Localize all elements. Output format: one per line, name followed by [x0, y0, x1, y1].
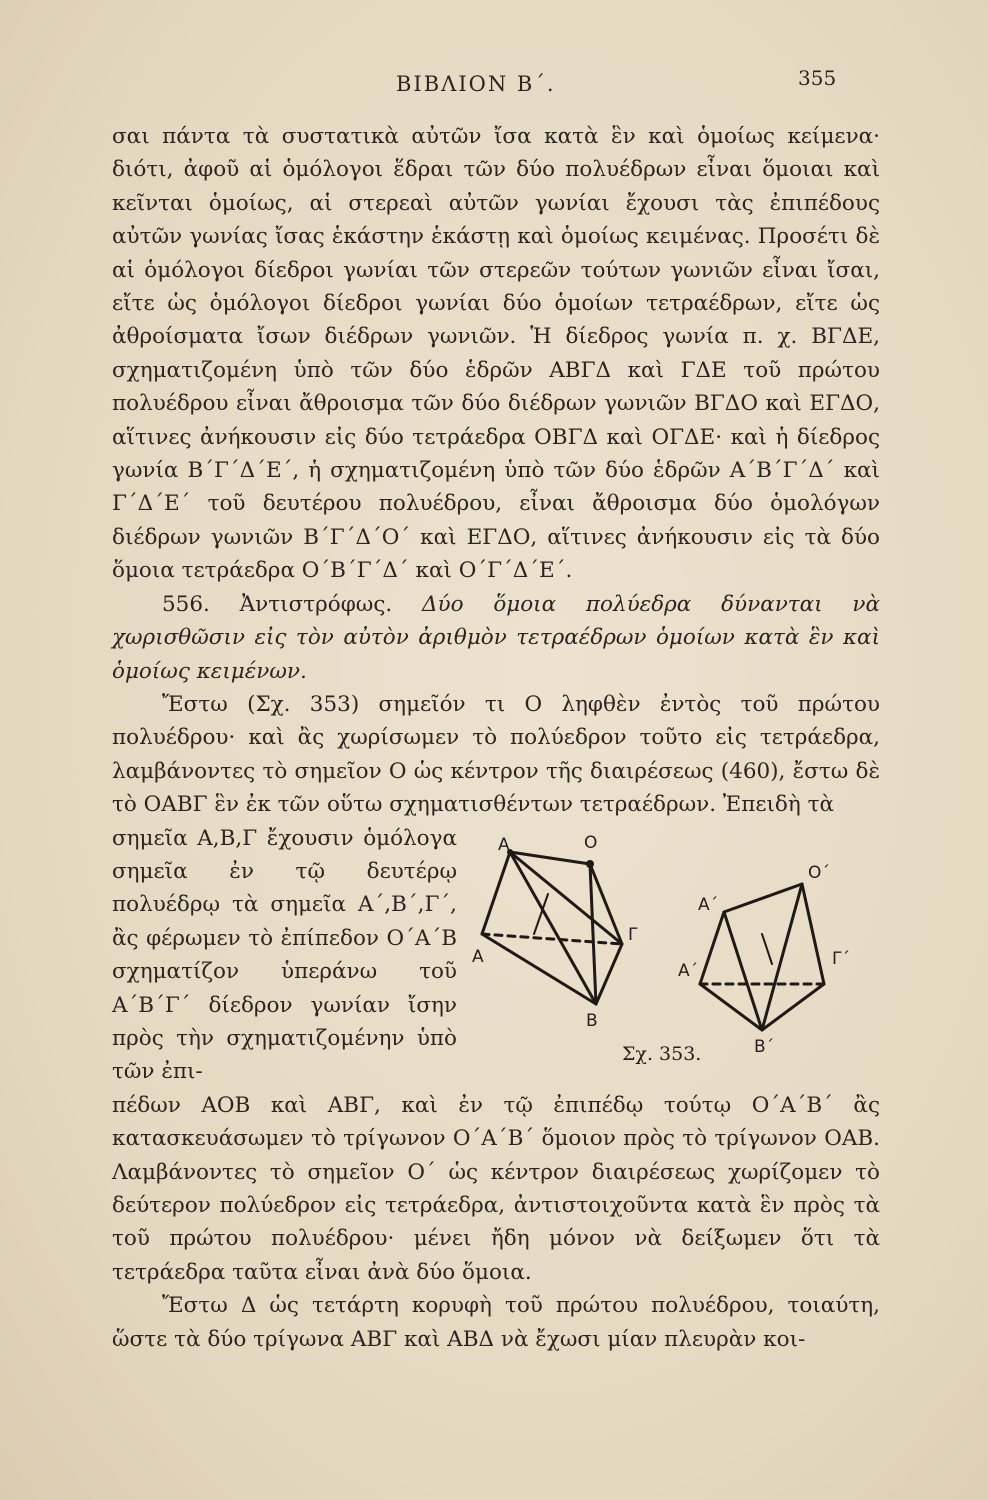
tetrahedra-figure	[472, 834, 872, 1064]
paragraph-proof: σαι πάντα τὰ συστατικὰ αὐτῶν ἴσα κατὰ ἓν καὶ ὁμοίως κείμενα· διότι, ἀφοῦ αἱ ὁμόλογοι ἕδραι τῶν δύο πολυέδρων εἶναι ὅμοιαι καὶ κεῖνται ὁμοίως, αἱ στερεαὶ αὐτῶν γωνίαι ἔχουσι τὰς ἐπιπέδους αὐτῶν γωνίας ἴσας ἑκάστην ἑκάστῃ καὶ ὁμοίως κειμένας. Προσέτι δὲ αἱ ὁμόλογοι δίεδροι γωνίαι τῶν στερεῶν τούτων γωνιῶν εἶναι ἴσαι, εἴτε ὡς ὁμόλογοι δίεδροι γωνίαι δύο ὁμοίων τετραέδρων, εἴτε ὡς ἀθροίσματα ἴσων διέδρων γωνιῶν. Ἡ δίεδρος γωνία π. χ. ΒΓΔΕ, σχηματιζομένη ὑπὸ τῶν δύο ἑδρῶν ΑΒΓΔ καὶ ΓΔΕ τοῦ πρώτου πολυέδρου εἶναι ἄθροισμα τῶν δύο διέδρων γωνιῶν ΒΓΔΟ καὶ ΕΓΔΟ, αἵτινες ἀνήκουσιν εἰς δύο τετράεδρα ΟΒΓΔ καὶ ΟΓΔΕ· καὶ ἡ δίεδρος γωνία Β΄Γ΄Δ΄Ε΄, ἡ σχηματιζομένη ὑπὸ τῶν δύο ἑδρῶν Α΄Β΄Γ΄Δ΄ καὶ Γ΄Δ΄Ε΄ τοῦ δευτέρου πολυέδρου, εἶναι ἄθροισμα δύο ὁμολόγων διέδρων γωνιῶν Β΄Γ΄Δ΄Ο΄ καὶ ΕΓΔΟ, αἵτινες ἀνήκουσιν εἰς τὰ δύο ὅμοια τετράεδρα Ο΄Β΄Γ΄Δ΄ καὶ Ο΄Γ΄Δ΄Ε΄.	[112, 124, 880, 584]
edge-o2-b2	[762, 884, 802, 1030]
figure-caption: Σχ. 353.	[622, 1042, 702, 1064]
edge-a-apex	[482, 852, 510, 934]
paragraph-theorem	[112, 588, 880, 688]
edge-a-b	[482, 934, 596, 1004]
theorem-statement: Δύο ὅμοια πολύεδρα δύνανται νὰ χωρισθῶσιν εἰς τὸν αὐτὸν ἀριθμὸν τετραέδρων ὁμοίων κατὰ ἓν καὶ ὁμοίως κειμένων.	[112, 591, 880, 684]
label-a2-top: Α΄	[698, 894, 719, 915]
label-g: Γ	[628, 924, 638, 945]
body-text	[112, 120, 880, 1356]
edge-a2-top	[700, 912, 724, 984]
edge-o-b	[590, 864, 596, 1004]
label-o2: Ο΄	[808, 862, 830, 883]
edge-a2-b2	[700, 984, 762, 1030]
edge-a-g-hidden	[482, 934, 622, 944]
label-a-top: Α	[498, 834, 510, 855]
paragraph-construction-rest: πέδων ΑΟΒ καὶ ΑΒΓ, καὶ ἐν τῷ ἐπιπέδῳ τούτῳ Ο΄Α΄Β΄ ἂς κατασκευάσωμεν τὸ τρίγωνον Ο΄Α΄Β΄ ὅμοιον πρὸς τὸ τρίγωνον ΟΑΒ. Λαμβάνοντες τὸ σημεῖον Ο΄ ὡς κέντρον διαιρέσεως χωρίζομεν τὸ δεύτερον πολύεδρον εἰς τετράεδρα, ἀντιστοιχοῦντα κατὰ ἓν πρὸς τὰ τοῦ πρώτου πολυέδρου· μένει ἤδη μόνον νὰ δείξωμεν ὅτι τὰ τετράεδρα ταῦτα εἶναι ἀνὰ δύο ὅμοια.	[112, 1092, 880, 1285]
paragraph-construction: Ἔστω (Σχ. 353) σημεῖόν τι Ο ληφθὲν ἐντὸς τοῦ πρώτου πολυέδρου· καὶ ἂς χωρίσωμεν τὸ πολύεδρον τοῦτο εἰς τετράεδρα, λαμβάνοντες τὸ σημεῖον Ο ὡς κέντρον τῆς διαιρέσεως (460), ἔστω δὲ τὸ ΟΑΒΓ ἓν ἐκ τῶν οὕτω σχηματισθέντων τετραέδρων. Ἐπειδὴ τὰ	[112, 691, 880, 818]
edge-b-g	[596, 944, 622, 1004]
edge-apex-b	[510, 852, 596, 1004]
label-o: Ο	[584, 833, 598, 853]
vertex-o	[586, 860, 594, 868]
label-a: Α	[472, 946, 484, 967]
edge-top-o2	[724, 884, 802, 912]
running-header	[0, 66, 988, 106]
inner-edge-right	[762, 934, 772, 964]
book-title: ΒΙΒΛΙΟΝ Β΄.	[396, 72, 556, 96]
label-b2: Β΄	[754, 1036, 775, 1057]
edge-o2-g2	[802, 884, 824, 984]
label-b: Β	[586, 1010, 598, 1031]
page-number: 355	[798, 66, 837, 90]
label-g2: Γ΄	[832, 948, 850, 969]
figure-wrap-block	[112, 822, 880, 1089]
edge-top-b2	[724, 912, 762, 1030]
label-a2: Α΄	[678, 960, 699, 981]
paragraph-construction-wrap: σημεῖα Α,Β,Γ ἔχουσιν ὁμόλογα σημεῖα ἐν τῷ δευτέρῳ πολυέδρῳ τὰ σημεῖα Α΄,Β΄,Γ΄, ἂς φέρωμεν τὸ ἐπίπεδον Ο΄Α΄Β σχηματίζον ὑπεράνω τοῦ Α΄Β΄Γ΄ δίεδρον γωνίαν ἴσην πρὸς τὴν σχηματιζομένην ὑπὸ τῶν ἐπι-	[112, 825, 457, 1085]
paragraph-fourth-vertex: Ἔστω Δ ὡς τετάρτη κορυφὴ τοῦ πρώτου πολυέδρου, τοιαύτη, ὥστε τὰ δύο τρίγωνα ΑΒΓ καὶ ΑΒΔ νὰ ἔχωσι μίαν πλευρὰν κοι-	[112, 1293, 880, 1352]
figure-353	[472, 834, 872, 1064]
theorem-number: 556. Ἀντιστρόφως.	[162, 591, 393, 617]
